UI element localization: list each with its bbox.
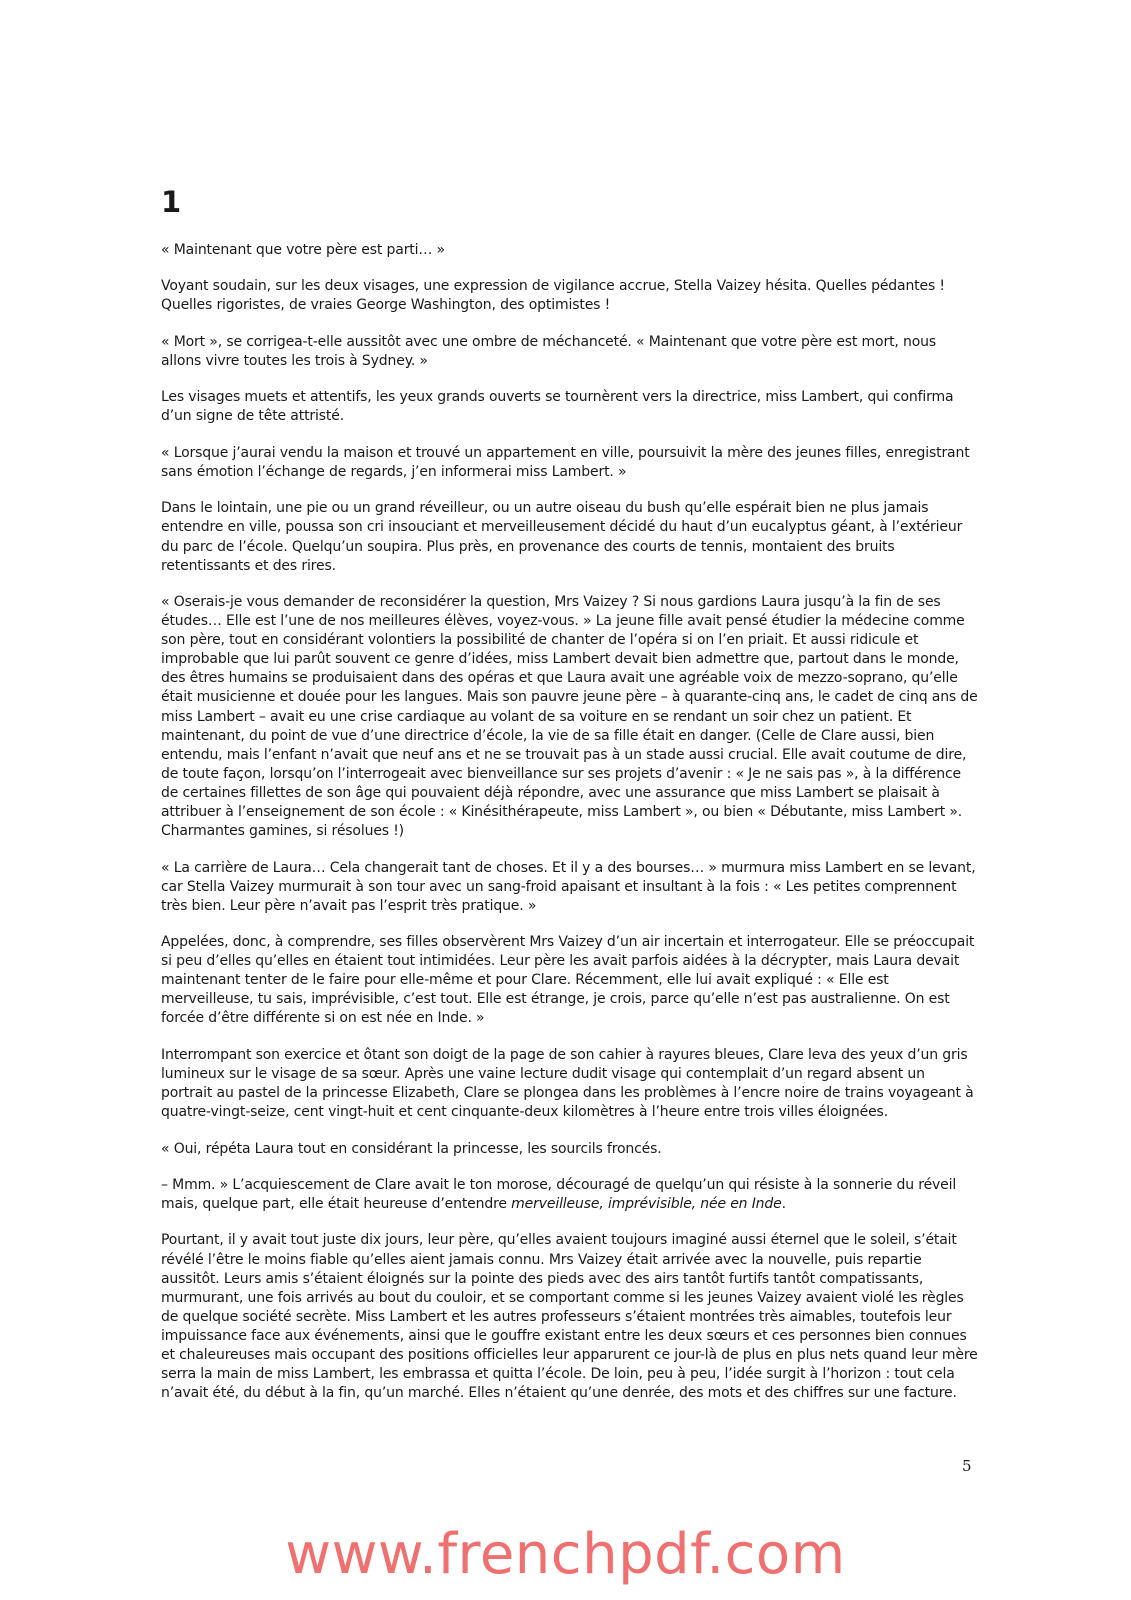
paragraph: « Lorsque j’aurai vendu la maison et trouvé un appartement en ville, poursuivit la mère des jeunes filles, enregistrant sans émotion l’échange de regards, j’en informerai miss Lambert. » [161,444,970,480]
page-number: 5 [962,1457,972,1475]
paragraph: Pourtant, il y avait tout juste dix jours, leur père, qu’elles avaient toujours imaginé aussi éternel que le soleil, s’était révélé l’être le moins fiable qu’elles aient jamais connu. Mrs Vaizey était arrivée avec la nouvelle, puis repartie aussitôt. Leurs amis s’étaient éloignés sur la pointe des pieds avec des airs tantôt furtifs tantôt compatissants, murmurant, une fois arrivés au bout du couloir, et se comportant comme si les jeunes Vaizey avaient violé les règles de quelque société secrète. Miss Lambert et les autres professeurs s’étaient montrées très aimables, toutefois leur impuissance face aux événements, ainsi que le gouffre existant entre les deux sœurs et ces personnes bien connues et chaleureuses mais occupant des positions officielles leur apparurent ce jour-là de plus en plus nets quand leur mère serra la main de miss Lambert, les embrassa et quitta l’école. De loin, peu à peu, l’idée surgit à l’horizon : tout cela n’avait été, du début à la fin, qu’un marché. Elles n’étaient qu’une denrée, des mots et des chiffres sur une facture. [161,1232,978,1402]
watermark-url: www.frenchpdf.com [285,1522,846,1587]
paragraph-tail: . [781,1196,786,1213]
paragraph: Voyant soudain, sur les deux visages, une expression de vigilance accrue, Stella Vaizey hésita. Quelles pédantes ! Quelles rigoristes, de vraies George Washington, des optimistes ! [161,278,945,314]
paragraph: Appelées, donc, à comprendre, ses filles observèrent Mrs Vaizey d’un air incertain et interrogateur. Elle se préoccupait si peu d’elles qu’elles en étaient tout intimidées. Leur père les avait parfois aidées à la décrypter, mais Laura devait maintenant tenter de le faire pour elle-même et pour Clare. Récemment, elle lui avait expliqué : « Elle est merveilleuse, tu sais, imprévisible, c’est tout. Elle est étrange, je crois, parce qu’elle n’est pas australienne. On est forcée d’être différente si on est née en Inde. » [161,934,975,1027]
paragraph: « Mort », se corrigea-t-elle aussitôt avec une ombre de méchanceté. « Maintenant que votre père est mort, nous allons vivre toutes les trois à Sydney. » [161,333,937,369]
paragraph: Les visages muets et attentifs, les yeux grands ouverts se tournèrent vers la directrice, miss Lambert, qui confirma d’un signe de tête attristé. [161,389,954,425]
chapter-body [161,241,978,1421]
paragraph: « Oui, répéta Laura tout en considérant la princesse, les sourcils froncés. [161,1140,662,1157]
paragraph: « La carrière de Laura… Cela changerait tant de choses. Et il y a des bourses… » murmura miss Lambert en se levant, car Stella Vaizey murmurait à son tour avec un sang-froid apaisant et insultant à la fois : « Les petites comprennent très bien. Leur père n’avait pas l’esprit très pratique. » [161,859,976,914]
chapter-number: 1 [161,185,182,219]
paragraph-lead: – Mmm. » L’acquiescement de Clare avait le ton morose, découragé de quelqu’un qui résiste à la sonnerie du réveil mais, quelque part, elle était heureuse d’entendre [161,1176,957,1213]
paragraph: Dans le lointain, une pie ou un grand réveilleur, ou un autre oiseau du bush qu’elle espérait bien ne plus jamais entendre en ville, poussa son cri insouciant et merveilleusement décidé du haut d’un eucalyptus géant, à l’extérieur du parc de l’école. Quelqu’un soupira. Plus près, en provenance des courts de tennis, montaient des bruits retentissants et des rires. [161,500,963,574]
paragraph: « Maintenant que votre père est parti… » [161,242,445,258]
emphasized-phrase: merveilleuse, imprévisible, née en Inde [511,1196,782,1213]
paragraph [161,1176,978,1214]
paragraph: « Oserais-je vous demander de reconsidérer la question, Mrs Vaizey ? Si nous gardions Laura jusqu’à la fin de ses études… Elle est l’une de nos meilleures élèves, voyez-vous. » La jeune fille avait pensé étudier la médecine comme son père, tout en considérant volontiers la possibilité de chanter de l’opéra si on l’en priait. Et aussi ridicule et improbable que lui parût souvent ce genre d’idées, miss Lambert devait bien admettre que, partout dans le monde, des êtres humains se produisaient dans des opéras et que Laura avait une agréable voix de mezzo-soprano, qu’elle était musicienne et douée pour les langues. Mais son pauvre jeune père – à quarante-cinq ans, le cadet de cinq ans de miss Lambert – avait eu une crise cardiaque au volant de sa voiture en se rendant un soir chez un patient. Et maintenant, du point de vue d’une directrice d’école, la vie de sa fille était en danger. (Celle de Clare aussi, bien entendu, mais l’enfant n’avait que neuf ans et ne se trouvait pas à un stade aussi crucial. Elle avait coutume de dire, de toute façon, lorsqu’on l’interrogeait avec bienveillance sur ses projets d’avenir : « Je ne sais pas », à la différence de certaines fillettes de son âge qui pouvaient déjà répondre, avec une assurance que miss Lambert se plaisait à attribuer à l’enseignement de son école : « Kinésithérapeute, miss Lambert », ou bien « Débutante, miss Lambert ». Charmantes gamines, si résolues !) [161,594,978,840]
paragraph: Interrompant son exercice et ôtant son doigt de la page de son cahier à rayures bleues, Clare leva des yeux d’un gris lumineux sur le visage de sa sœur. Après une vaine lecture dudit visage qui contemplait d’un regard absent un portrait au pastel de la princesse Elizabeth, Clare se plongea dans les problèmes à l’encre noire de trains voyageant à quatre-vingt-seize, cent vingt-huit et cent cinquante-deux kilomètres à l’heure entre trois villes éloignées. [161,1046,974,1121]
